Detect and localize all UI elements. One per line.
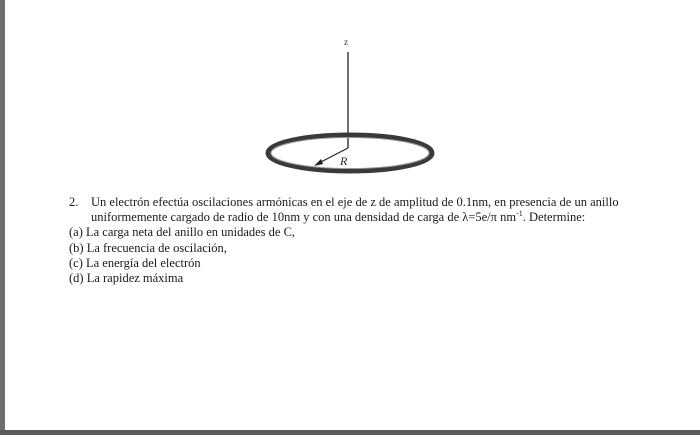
ring-inner-edge bbox=[271, 138, 429, 169]
charged-ring-figure bbox=[5, 0, 700, 185]
charged-ring bbox=[268, 135, 432, 171]
radius-arrowhead bbox=[314, 159, 323, 166]
part-b: (b) La frecuencia de oscilación, bbox=[69, 240, 227, 255]
problem-statement bbox=[69, 195, 679, 286]
problem-text-line-2b: . Determine: bbox=[522, 210, 586, 225]
problem-number: 2. bbox=[69, 195, 79, 209]
document-page bbox=[5, 0, 700, 430]
problem-text-line-2a: uniformemente cargado de radio de 10nm y con una densidad de carga de λ=5e/π nm bbox=[91, 210, 517, 225]
exponent: -1 bbox=[516, 209, 523, 219]
part-a: (a) La carga neta del anillo en unidades de C, bbox=[69, 225, 296, 240]
radius-label: R bbox=[340, 154, 348, 168]
bottom-border bbox=[0, 430, 700, 435]
part-d: (d) La rapidez máxima bbox=[69, 271, 184, 286]
problem-line-2 bbox=[69, 210, 679, 225]
z-axis-label: z bbox=[344, 37, 348, 47]
problem-line-1 bbox=[69, 195, 679, 210]
problem-text-line-1: Un electrón efectúa oscilaciones armónicas en el eje de z de amplitud de 0.1nm, en presencia de un anillo bbox=[91, 195, 619, 209]
part-c: (c) La energía del electrón bbox=[69, 255, 201, 270]
